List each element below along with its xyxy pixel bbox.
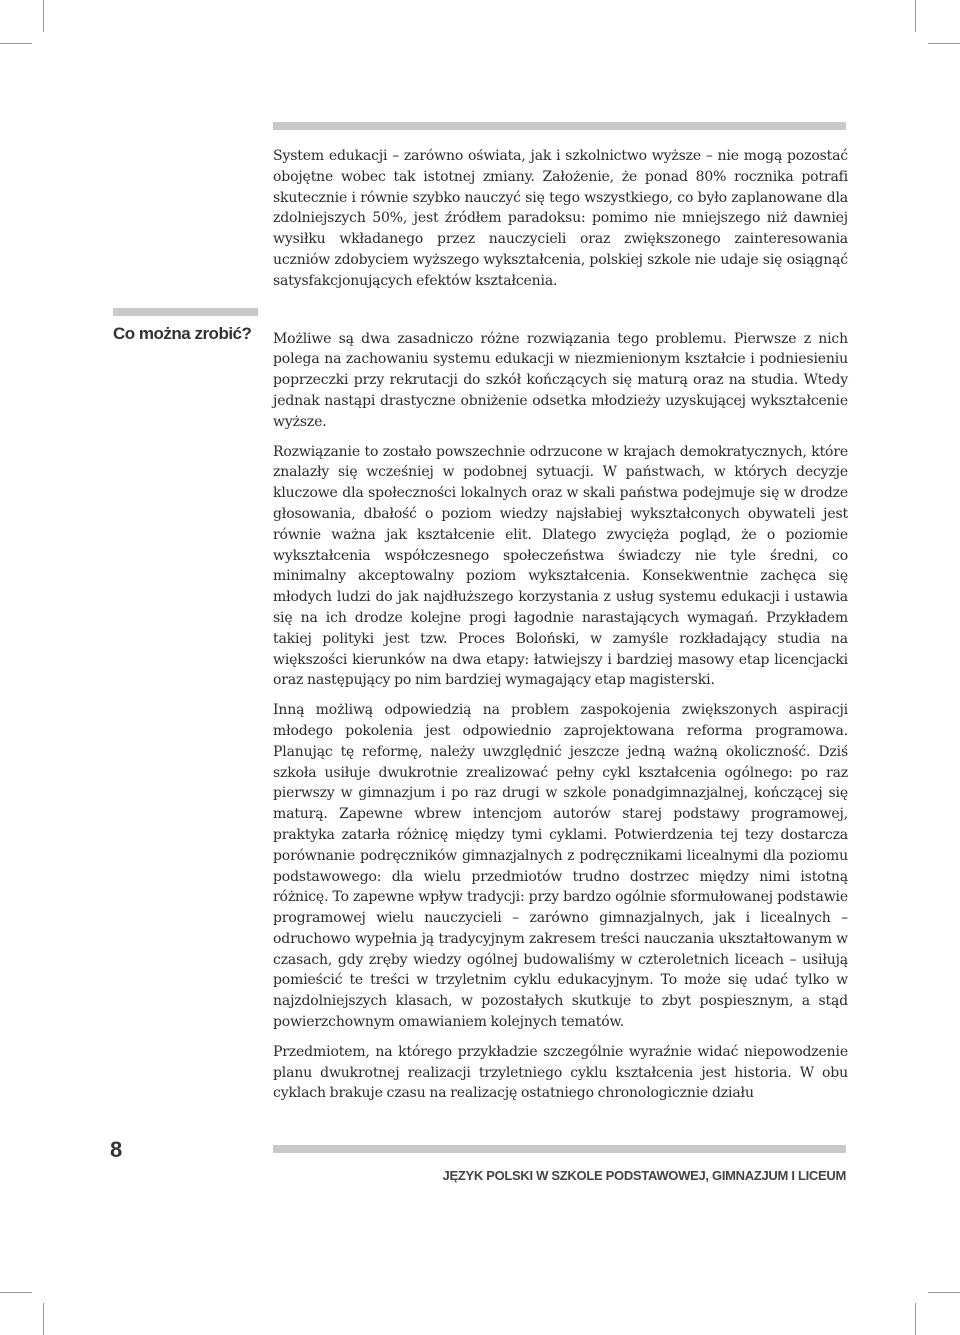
paragraph: Możliwe są dwa zasadniczo różne rozwiązania tego problemu. Pierwsze z nich polega na zachowaniu systemu edukacji w niezmienionym kształcie i podniesieniu poprzeczki przy rekrutacji do szkół kończących się maturą oraz na studia. Wtedy jednak nastąpi drastyczne obniżenie odsetka młodzieży uzyskującej wykształcenie wyższe.: [273, 330, 848, 430]
paragraph: Inną możliwą odpowiedzią na problem zaspokojenia zwiększonych aspiracji młodego pokolenia jest odpowiednio zaprojektowana reforma programowa. Planując tę reformę, należy uwzględnić jeszcze jedną ważną okoliczność. Dziś szkoła usiłuje dwukrotnie zrealizować pełny cykl kształcenia ogólnego: po raz pierwszy w gimnazjum i po raz drugi w szkole ponadgimnazjalnej, kończącej się maturą. Zapewne wbrew intencjom autorów starej podstawy programowej, praktyka zatarła różnicę między tymi cyklami. Potwierdzenia tej tezy dostarcza porównanie podręczników gimnazjalnych z podręcznikami licealnymi dla poziomu podstawowego: dla wielu przedmiotów trudno dostrzec między nimi istotną różnicę. To zapewne wpływ tradycji: przy bardzo ogólnie sformułowanej podstawie programowej wielu nauczycieli – zarówno gimnazjalnych, jak i licealnych – odruchowo wypełnia ją tradycyjnym zakresem treści nauczania ukształtowanym w czasach, gdy zręby wiedzy ogólnej budowaliśmy w czteroletnich liceach – usiłują pomieścić te treści w trzyletnim cyklu edukacyjnym. To może się udać tylko w najzdolniejszych klasach, w pozostałych skutkuje to zbyt pospiesznym, a stąd powierzchownym omawianiem kolejnych tematów.: [273, 702, 848, 1031]
header-rule: [273, 122, 846, 130]
crop-mark: [0, 1292, 32, 1293]
crop-mark: [928, 1292, 960, 1293]
page-number: 8: [110, 1137, 123, 1162]
crop-mark: [43, 1303, 44, 1335]
crop-mark: [915, 0, 916, 32]
crop-mark: [0, 43, 32, 44]
paragraph: Rozwiązanie to zostało powszechnie odrzucone w krajach demokratycznych, które znalazły się wcześniej w podobnej sytuacji. W państwach, w których decyzje kluczowe dla społeczności lokalnych oraz w skali państwa podejmuje się w drodze głosowania, dbałość o poziom wiedzy najsłabiej wykształconych obywateli jest równie ważna jak kształcenie elit. Dlatego zwycięża pogląd, że o poziomie wykształcenia współczesnego społeczeństwa świadczy nie tyle średni, co minimalny akceptowalny poziom wykształcenia. Konsekwentnie zachęca się młodych ludzi do jak najdłuższego korzystania z usług systemu edukacji i ustawia się na ich drodze kolejne progi łagodnie narastających wymagań. Przykładem takiej polityki jest tzw. Proces Boloński, w zamyśle rozkładający studia na większości kierunków na dwa etapy: łatwiejszy i bardziej masowy etap licencjacki oraz następujący po nim bardziej wymagający etap magisterski.: [273, 443, 848, 689]
paragraph: System edukacji – zarówno oświata, jak i szkolnictwo wyższe – nie mogą pozostać obojętne wobec tak istotnej zmiany. Założenie, że ponad 80% rocznika potrafi skutecznie i równie szybko nauczyć się tego wszystkiego, co było zaplanowane dla zdolniejszych 50%, jest źródłem paradoksu: pomimo nie mniejszego niż dawniej wysiłku wkładanego przez nauczycieli oraz zwiększonego zainteresowania uczniów zdobyciem wyższego wykształcenia, polskiej szkole nie udaje się osiągnąć satysfakcjonujących efektów kształcenia.: [273, 148, 848, 289]
crop-mark: [928, 43, 960, 44]
footer-rule: [273, 1145, 846, 1153]
body-text: [273, 146, 848, 1104]
crop-mark: [43, 0, 44, 32]
paragraph: Przedmiotem, na którego przykładzie szczególnie wyraźnie widać niepowodzenie planu dwukrotnej realizacji trzyletniego cyklu kształcenia jest historia. W obu cyklach brakuje czasu na realizację ostatniego chronologicznie działu: [273, 1043, 848, 1102]
crop-mark: [915, 1303, 916, 1335]
sidebar-heading: Co można zrobić?: [113, 324, 252, 343]
running-footer: JĘZYK POLSKI W SZKOLE PODSTAWOWEJ, GIMNAZJUM I LICEUM: [442, 1168, 846, 1183]
sidebar-rule: [113, 308, 258, 316]
